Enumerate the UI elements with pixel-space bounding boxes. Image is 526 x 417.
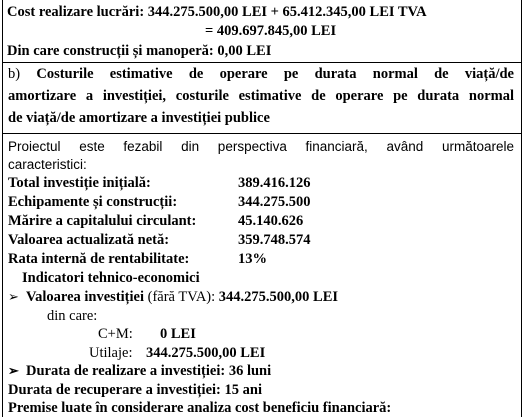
cost-line: Cost realizare lucrări: 344.275.500,00 LEI + 65.412.345,00 LEI TVA [7,4,427,20]
metric-label: Mărire a capitalului circulant: [8,213,197,229]
investment-value: 344.275.500,00 LEI [218,289,339,305]
utilaje-label: Utilaje: [89,345,133,361]
metric-label: Total investiție inițială: [8,175,151,191]
investment-line [8,288,338,306]
duration-label: Durata de realizare a investiției: [26,363,226,379]
arrow-bullet-icon: ➢ [8,289,19,304]
payback-value: 15 ani [224,382,262,398]
din-care-label: din care: [47,308,98,324]
arrow-bullet-icon: ➢ [8,363,19,378]
utilaje-value: 344.275.500,00 LEI [146,345,266,361]
duration-value: 36 luni [228,363,272,379]
section-b-line2: amortizare a investiției, costurile estimative de operare pe durata normal [8,88,514,104]
duration-line [8,362,271,380]
metric-label: Valoarea actualizată netă: [8,232,170,248]
project-intro: Proiectul este fezabil din perspectiva financiară, având următoarele [8,139,514,154]
metric-value: 45.140.626 [238,213,304,229]
divider [2,62,522,63]
cost-total: = 409.697.845,00 LEI [205,23,337,39]
payback-label: Durata de recuperare a investiției: [8,382,221,398]
section-b-line3: de viață/de amortizare a investiției publice [8,110,270,126]
constructii-line: Din care construcții și manoperă: 0,00 LEI [7,43,272,59]
section-b-prefix: b) [8,66,21,82]
metric-value: 344.275.500 [238,194,311,210]
investment-label: Valoarea investiției [26,289,145,305]
cm-label: C+M: [98,326,133,342]
metric-label: Echipamente și construcții: [8,194,178,210]
indicators-title: Indicatori tehnico-economici [22,270,200,286]
metric-value: 13% [238,251,267,267]
section-b-title: Costurile estimative de operare pe durata normal de viață/de [36,66,514,82]
metric-value: 389.416.126 [238,175,311,191]
investment-note: (fără TVA): [147,289,216,305]
metric-value: 359.748.574 [238,232,311,248]
premise-line: Premise luate în considerare analiza cost beneficiu financiară: [8,400,392,416]
payback-line [8,381,262,399]
divider [2,133,522,134]
project-intro-cont: caracteristici: [8,157,87,172]
section-b-line1 [8,64,514,84]
cm-value: 0 LEI [160,326,196,342]
metric-label: Rata internă de rentabilitate: [8,251,190,267]
